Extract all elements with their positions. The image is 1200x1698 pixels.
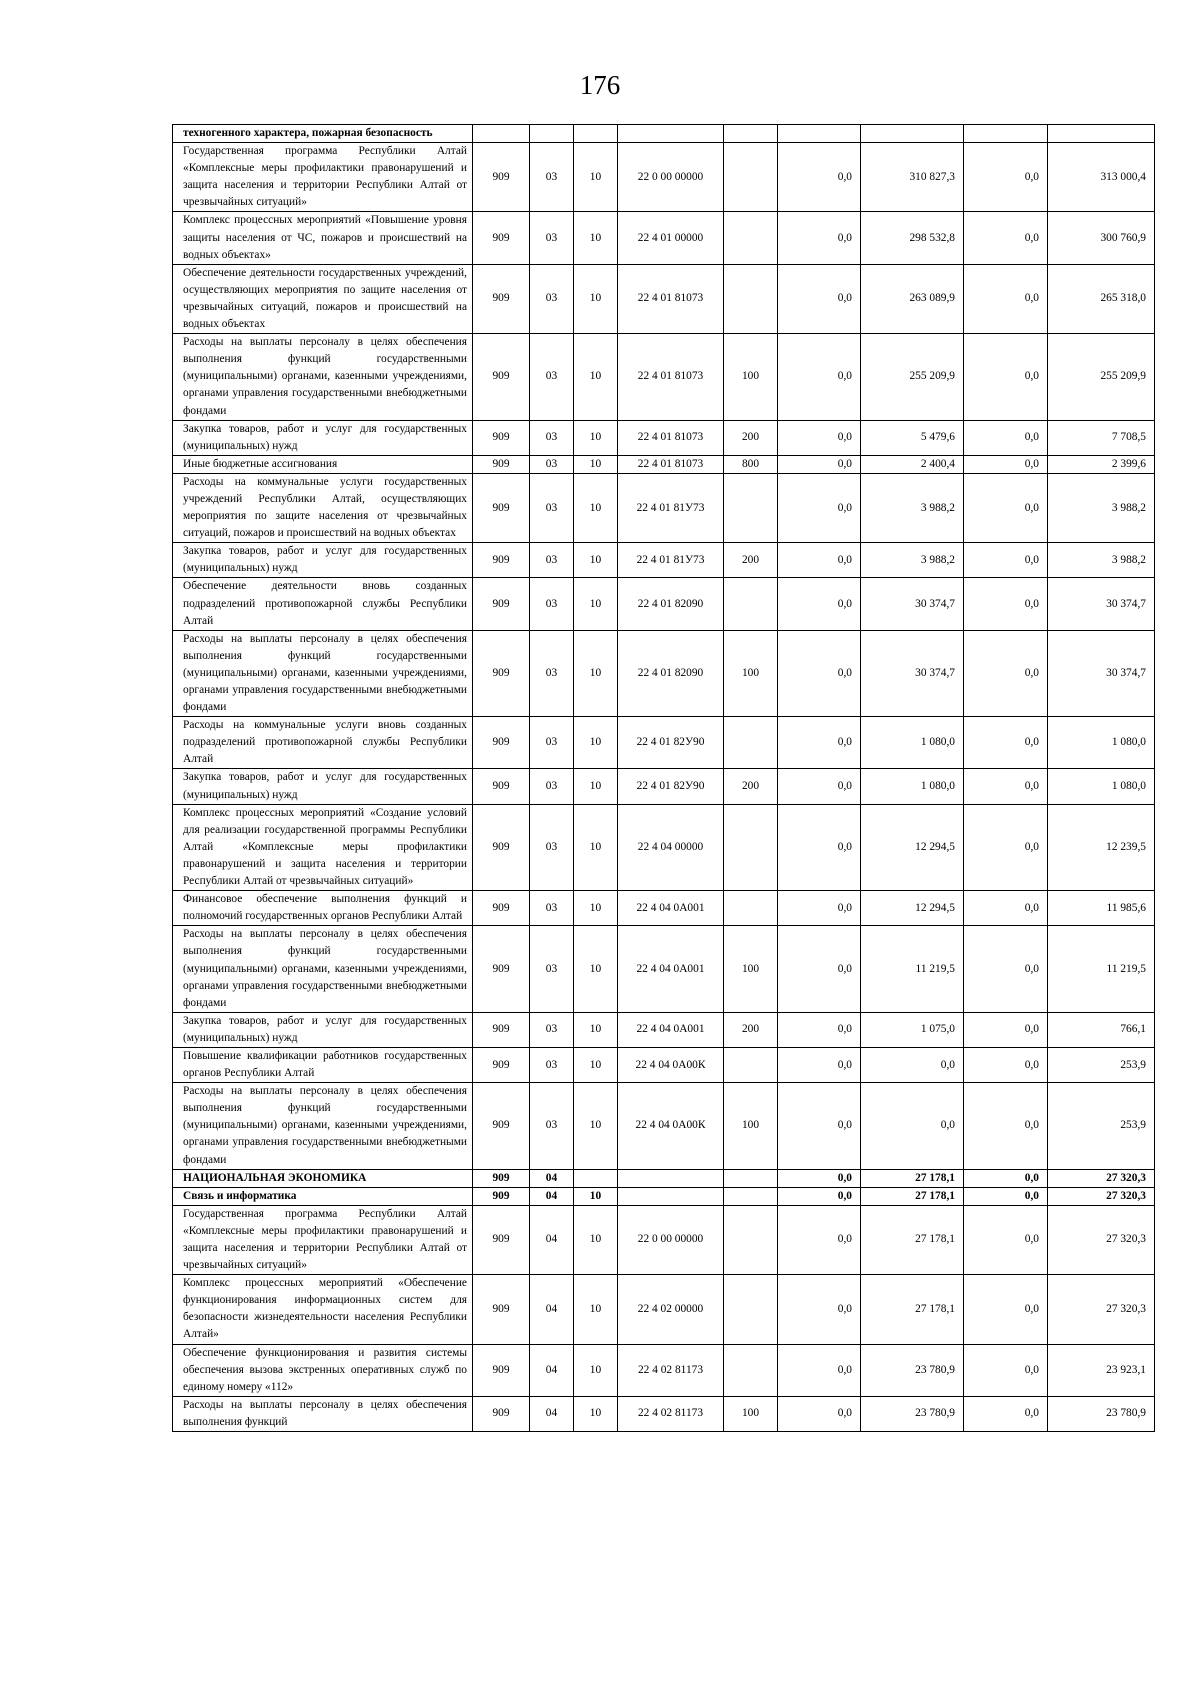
table-body	[173, 125, 1155, 1432]
cell-name: Расходы на выплаты персоналу в целях обеспечения выполнения функций государственными (муниципальными) органами, казенными учреждениями, органами управления государственными внебюджетными фондами	[173, 334, 473, 420]
cell-subsection: 10	[574, 455, 618, 473]
cell-amount-4: 11 985,6	[1048, 891, 1155, 926]
cell-target-article: 22 4 01 82У90	[618, 717, 724, 769]
cell-expense-type	[724, 1187, 778, 1205]
cell-name: Комплекс процессных мероприятий «Повышение уровня защиты населения от ЧС, пожаров и происшествий на водных объектах»	[173, 212, 473, 264]
cell-ved: 909	[473, 543, 530, 578]
cell-expense-type	[724, 1169, 778, 1187]
cell-subsection: 10	[574, 1083, 618, 1169]
cell-amount-3: 0,0	[964, 926, 1048, 1012]
cell-target-article	[618, 1169, 724, 1187]
cell-name: Расходы на выплаты персоналу в целях обеспечения выполнения функций	[173, 1396, 473, 1431]
cell-amount-1: 0,0	[778, 1083, 861, 1169]
cell-amount-1: 0,0	[778, 1187, 861, 1205]
cell-subsection: 10	[574, 1187, 618, 1205]
cell-ved: 909	[473, 1169, 530, 1187]
cell-amount-4: 3 988,2	[1048, 473, 1155, 542]
cell-amount-2: 27 178,1	[861, 1169, 964, 1187]
cell-expense-type	[724, 143, 778, 212]
cell-section: 03	[530, 1083, 574, 1169]
cell-amount-3: 0,0	[964, 1047, 1048, 1082]
cell-expense-type	[724, 125, 778, 143]
cell-target-article: 22 4 04 00000	[618, 804, 724, 890]
cell-amount-3: 0,0	[964, 769, 1048, 804]
cell-expense-type: 100	[724, 926, 778, 1012]
cell-name: Обеспечение деятельности вновь созданных подразделений противопожарной службы Республики Алтай	[173, 578, 473, 630]
table-row	[173, 334, 1155, 420]
table-row	[173, 420, 1155, 455]
cell-target-article: 22 4 01 81073	[618, 420, 724, 455]
cell-expense-type: 100	[724, 630, 778, 716]
cell-name: Расходы на выплаты персоналу в целях обеспечения выполнения функций государственными (муниципальными) органами, казенными учреждениями, органами управления государственными внебюджетными фондами	[173, 926, 473, 1012]
cell-target-article: 22 4 01 00000	[618, 212, 724, 264]
cell-amount-1: 0,0	[778, 1396, 861, 1431]
cell-expense-type: 100	[724, 1396, 778, 1431]
cell-subsection: 10	[574, 420, 618, 455]
table-row	[173, 125, 1155, 143]
table-row	[173, 455, 1155, 473]
cell-ved: 909	[473, 717, 530, 769]
cell-section: 03	[530, 212, 574, 264]
cell-amount-3: 0,0	[964, 212, 1048, 264]
cell-amount-1: 0,0	[778, 630, 861, 716]
cell-amount-1: 0,0	[778, 455, 861, 473]
cell-name: Обеспечение функционирования и развития системы обеспечения вызова экстренных оперативных служб по единому номеру «112»	[173, 1344, 473, 1396]
cell-amount-4: 255 209,9	[1048, 334, 1155, 420]
cell-amount-2: 255 209,9	[861, 334, 964, 420]
cell-target-article: 22 4 01 82090	[618, 630, 724, 716]
table-row	[173, 212, 1155, 264]
cell-name: Иные бюджетные ассигнования	[173, 455, 473, 473]
cell-expense-type	[724, 1047, 778, 1082]
cell-amount-4: 313 000,4	[1048, 143, 1155, 212]
cell-ved: 909	[473, 1012, 530, 1047]
cell-section: 03	[530, 473, 574, 542]
table-row	[173, 264, 1155, 333]
cell-expense-type: 800	[724, 455, 778, 473]
cell-ved: 909	[473, 212, 530, 264]
cell-amount-3: 0,0	[964, 1275, 1048, 1344]
cell-ved: 909	[473, 630, 530, 716]
cell-subsection: 10	[574, 1205, 618, 1274]
cell-target-article: 22 4 01 82У90	[618, 769, 724, 804]
cell-section: 03	[530, 926, 574, 1012]
cell-ved: 909	[473, 455, 530, 473]
table-row	[173, 717, 1155, 769]
cell-target-article: 22 0 00 00000	[618, 1205, 724, 1274]
cell-ved: 909	[473, 769, 530, 804]
table-row	[173, 143, 1155, 212]
cell-amount-3	[964, 125, 1048, 143]
cell-amount-1: 0,0	[778, 804, 861, 890]
cell-amount-1: 0,0	[778, 1012, 861, 1047]
cell-section: 04	[530, 1396, 574, 1431]
cell-section: 03	[530, 804, 574, 890]
cell-section: 03	[530, 578, 574, 630]
cell-expense-type	[724, 891, 778, 926]
cell-amount-3: 0,0	[964, 264, 1048, 333]
cell-section: 03	[530, 1047, 574, 1082]
cell-amount-4: 1 080,0	[1048, 717, 1155, 769]
cell-amount-3: 0,0	[964, 420, 1048, 455]
cell-target-article: 22 4 02 00000	[618, 1275, 724, 1344]
cell-amount-1: 0,0	[778, 334, 861, 420]
cell-amount-2: 11 219,5	[861, 926, 964, 1012]
cell-section: 04	[530, 1205, 574, 1274]
cell-section: 03	[530, 717, 574, 769]
cell-subsection: 10	[574, 1012, 618, 1047]
cell-section: 03	[530, 1012, 574, 1047]
cell-amount-2	[861, 125, 964, 143]
cell-amount-3: 0,0	[964, 717, 1048, 769]
cell-amount-3: 0,0	[964, 334, 1048, 420]
cell-amount-4: 27 320,3	[1048, 1187, 1155, 1205]
cell-name: Связь и информатика	[173, 1187, 473, 1205]
cell-amount-4: 30 374,7	[1048, 578, 1155, 630]
cell-amount-4: 23 923,1	[1048, 1344, 1155, 1396]
cell-amount-3: 0,0	[964, 1169, 1048, 1187]
cell-name: Расходы на коммунальные услуги вновь созданных подразделений противопожарной службы Республики Алтай	[173, 717, 473, 769]
table-row	[173, 578, 1155, 630]
cell-subsection: 10	[574, 926, 618, 1012]
cell-target-article: 22 4 04 0А00К	[618, 1047, 724, 1082]
cell-name: Обеспечение деятельности государственных учреждений, осуществляющих мероприятия по защите населения от чрезвычайных ситуаций, пожаров и происшествий на водных объектах	[173, 264, 473, 333]
cell-amount-2: 5 479,6	[861, 420, 964, 455]
cell-ved: 909	[473, 1083, 530, 1169]
cell-amount-1: 0,0	[778, 1205, 861, 1274]
cell-ved: 909	[473, 1275, 530, 1344]
cell-target-article: 22 4 01 81У73	[618, 543, 724, 578]
cell-amount-1	[778, 125, 861, 143]
cell-amount-2: 1 080,0	[861, 717, 964, 769]
cell-amount-2: 27 178,1	[861, 1187, 964, 1205]
cell-amount-4: 11 219,5	[1048, 926, 1155, 1012]
cell-target-article: 22 4 04 0А001	[618, 1012, 724, 1047]
cell-amount-3: 0,0	[964, 804, 1048, 890]
cell-subsection: 10	[574, 717, 618, 769]
cell-subsection: 10	[574, 334, 618, 420]
cell-expense-type: 200	[724, 769, 778, 804]
cell-ved: 909	[473, 804, 530, 890]
cell-section: 03	[530, 143, 574, 212]
cell-name: Финансовое обеспечение выполнения функций и полномочий государственных органов Республики Алтай	[173, 891, 473, 926]
cell-section: 03	[530, 455, 574, 473]
cell-amount-1: 0,0	[778, 1047, 861, 1082]
cell-target-article: 22 4 01 82090	[618, 578, 724, 630]
cell-amount-1: 0,0	[778, 1275, 861, 1344]
cell-section: 03	[530, 769, 574, 804]
table-row	[173, 1083, 1155, 1169]
cell-subsection: 10	[574, 1396, 618, 1431]
cell-amount-2: 310 827,3	[861, 143, 964, 212]
cell-section: 03	[530, 543, 574, 578]
cell-amount-3: 0,0	[964, 1083, 1048, 1169]
cell-amount-2: 1 080,0	[861, 769, 964, 804]
cell-amount-2: 23 780,9	[861, 1344, 964, 1396]
cell-target-article: 22 4 01 81073	[618, 334, 724, 420]
cell-subsection: 10	[574, 769, 618, 804]
cell-target-article: 22 0 00 00000	[618, 143, 724, 212]
budget-table	[172, 124, 1155, 1432]
cell-ved: 909	[473, 264, 530, 333]
cell-target-article	[618, 1187, 724, 1205]
page-number: 176	[579, 70, 621, 100]
cell-amount-1: 0,0	[778, 212, 861, 264]
cell-amount-2: 30 374,7	[861, 578, 964, 630]
cell-ved	[473, 125, 530, 143]
cell-amount-2: 12 294,5	[861, 804, 964, 890]
cell-name: Комплекс процессных мероприятий «Создание условий для реализации государственной программы Республики Алтай «Комплексные меры профилактики правонарушений и защита населения и территории Республики Алтай от чрезвычайных ситуаций»	[173, 804, 473, 890]
cell-subsection: 10	[574, 473, 618, 542]
cell-amount-2: 1 075,0	[861, 1012, 964, 1047]
cell-expense-type: 200	[724, 1012, 778, 1047]
cell-amount-1: 0,0	[778, 420, 861, 455]
cell-amount-4: 265 318,0	[1048, 264, 1155, 333]
cell-ved: 909	[473, 420, 530, 455]
cell-amount-4: 253,9	[1048, 1083, 1155, 1169]
table-row	[173, 1396, 1155, 1431]
cell-amount-4: 766,1	[1048, 1012, 1155, 1047]
cell-expense-type	[724, 473, 778, 542]
cell-name: Закупка товаров, работ и услуг для государственных (муниципальных) нужд	[173, 769, 473, 804]
cell-amount-1: 0,0	[778, 926, 861, 1012]
cell-ved: 909	[473, 926, 530, 1012]
cell-amount-3: 0,0	[964, 630, 1048, 716]
cell-subsection	[574, 125, 618, 143]
table-row	[173, 1275, 1155, 1344]
cell-amount-2: 23 780,9	[861, 1396, 964, 1431]
cell-ved: 909	[473, 334, 530, 420]
cell-amount-3: 0,0	[964, 473, 1048, 542]
cell-name: Закупка товаров, работ и услуг для государственных (муниципальных) нужд	[173, 1012, 473, 1047]
cell-section: 04	[530, 1275, 574, 1344]
table-row	[173, 769, 1155, 804]
cell-amount-4: 23 780,9	[1048, 1396, 1155, 1431]
cell-expense-type	[724, 717, 778, 769]
cell-target-article: 22 4 04 0А001	[618, 891, 724, 926]
cell-subsection: 10	[574, 543, 618, 578]
cell-amount-4: 27 320,3	[1048, 1169, 1155, 1187]
cell-amount-3: 0,0	[964, 578, 1048, 630]
cell-ved: 909	[473, 1047, 530, 1082]
cell-ved: 909	[473, 1396, 530, 1431]
table-row	[173, 1344, 1155, 1396]
cell-name: Повышение квалификации работников государственных органов Республики Алтай	[173, 1047, 473, 1082]
cell-amount-2: 27 178,1	[861, 1205, 964, 1274]
cell-name: Расходы на выплаты персоналу в целях обеспечения выполнения функций государственными (муниципальными) органами, казенными учреждениями, органами управления государственными внебюджетными фондами	[173, 1083, 473, 1169]
cell-name: Расходы на коммунальные услуги государственных учреждений Республики Алтай, осуществляющих мероприятия по защите населения от чрезвычайных ситуаций, пожаров и происшествий на водных объектах	[173, 473, 473, 542]
cell-amount-2: 2 400,4	[861, 455, 964, 473]
cell-amount-4: 3 988,2	[1048, 543, 1155, 578]
cell-name: Государственная программа Республики Алтай «Комплексные меры профилактики правонарушений и защита населения и территории Республики Алтай от чрезвычайных ситуаций»	[173, 143, 473, 212]
cell-amount-4: 27 320,3	[1048, 1275, 1155, 1344]
cell-ved: 909	[473, 891, 530, 926]
cell-name: Государственная программа Республики Алтай «Комплексные меры профилактики правонарушений и защита населения и территории Республики Алтай от чрезвычайных ситуаций»	[173, 1205, 473, 1274]
cell-section: 03	[530, 420, 574, 455]
cell-target-article	[618, 125, 724, 143]
cell-amount-3: 0,0	[964, 1187, 1048, 1205]
cell-target-article: 22 4 04 0А00К	[618, 1083, 724, 1169]
cell-subsection: 10	[574, 578, 618, 630]
cell-amount-3: 0,0	[964, 1396, 1048, 1431]
cell-amount-1: 0,0	[778, 578, 861, 630]
cell-amount-4: 253,9	[1048, 1047, 1155, 1082]
cell-amount-4: 12 239,5	[1048, 804, 1155, 890]
cell-expense-type	[724, 212, 778, 264]
table-row	[173, 543, 1155, 578]
cell-amount-2: 27 178,1	[861, 1275, 964, 1344]
cell-section: 03	[530, 630, 574, 716]
cell-subsection: 10	[574, 1344, 618, 1396]
cell-amount-4	[1048, 125, 1155, 143]
cell-ved: 909	[473, 1205, 530, 1274]
cell-name: Закупка товаров, работ и услуг для государственных (муниципальных) нужд	[173, 543, 473, 578]
cell-section: 04	[530, 1169, 574, 1187]
cell-amount-2: 263 089,9	[861, 264, 964, 333]
cell-expense-type	[724, 264, 778, 333]
cell-subsection: 10	[574, 630, 618, 716]
cell-amount-2: 12 294,5	[861, 891, 964, 926]
cell-amount-2: 3 988,2	[861, 543, 964, 578]
cell-subsection: 10	[574, 143, 618, 212]
cell-ved: 909	[473, 578, 530, 630]
table-row	[173, 630, 1155, 716]
cell-amount-4: 7 708,5	[1048, 420, 1155, 455]
cell-expense-type	[724, 1205, 778, 1274]
cell-target-article: 22 4 02 81173	[618, 1396, 724, 1431]
cell-amount-3: 0,0	[964, 1205, 1048, 1274]
table-row	[173, 1187, 1155, 1205]
table-row	[173, 804, 1155, 890]
cell-name: Расходы на выплаты персоналу в целях обеспечения выполнения функций государственными (муниципальными) органами, казенными учреждениями, органами управления государственными внебюджетными фондами	[173, 630, 473, 716]
cell-ved: 909	[473, 143, 530, 212]
cell-section: 04	[530, 1187, 574, 1205]
cell-section: 03	[530, 891, 574, 926]
cell-section: 03	[530, 264, 574, 333]
cell-expense-type	[724, 1344, 778, 1396]
cell-amount-3: 0,0	[964, 143, 1048, 212]
table-row	[173, 473, 1155, 542]
cell-amount-3: 0,0	[964, 543, 1048, 578]
cell-ved: 909	[473, 473, 530, 542]
cell-amount-3: 0,0	[964, 455, 1048, 473]
cell-amount-4: 300 760,9	[1048, 212, 1155, 264]
cell-target-article: 22 4 02 81173	[618, 1344, 724, 1396]
cell-name: техногенного характера, пожарная безопасность	[173, 125, 473, 143]
cell-amount-3: 0,0	[964, 891, 1048, 926]
cell-subsection: 10	[574, 1047, 618, 1082]
cell-target-article: 22 4 01 81073	[618, 455, 724, 473]
cell-section: 03	[530, 334, 574, 420]
cell-subsection: 10	[574, 891, 618, 926]
cell-amount-1: 0,0	[778, 717, 861, 769]
cell-ved: 909	[473, 1344, 530, 1396]
cell-target-article: 22 4 01 81У73	[618, 473, 724, 542]
cell-section: 04	[530, 1344, 574, 1396]
cell-expense-type	[724, 578, 778, 630]
cell-amount-1: 0,0	[778, 473, 861, 542]
cell-amount-1: 0,0	[778, 769, 861, 804]
cell-subsection: 10	[574, 264, 618, 333]
cell-amount-2: 0,0	[861, 1047, 964, 1082]
table-row	[173, 1205, 1155, 1274]
cell-amount-3: 0,0	[964, 1344, 1048, 1396]
cell-target-article: 22 4 04 0А001	[618, 926, 724, 1012]
cell-subsection: 10	[574, 804, 618, 890]
table-row	[173, 1047, 1155, 1082]
cell-expense-type	[724, 804, 778, 890]
cell-amount-4: 27 320,3	[1048, 1205, 1155, 1274]
table-row	[173, 1012, 1155, 1047]
cell-amount-4: 30 374,7	[1048, 630, 1155, 716]
table-row	[173, 891, 1155, 926]
cell-amount-2: 0,0	[861, 1083, 964, 1169]
cell-subsection: 10	[574, 212, 618, 264]
table-row	[173, 926, 1155, 1012]
cell-amount-1: 0,0	[778, 543, 861, 578]
cell-expense-type: 100	[724, 1083, 778, 1169]
cell-ved: 909	[473, 1187, 530, 1205]
cell-expense-type: 200	[724, 420, 778, 455]
cell-section	[530, 125, 574, 143]
cell-expense-type: 100	[724, 334, 778, 420]
cell-target-article: 22 4 01 81073	[618, 264, 724, 333]
cell-name: НАЦИОНАЛЬНАЯ ЭКОНОМИКА	[173, 1169, 473, 1187]
cell-expense-type: 200	[724, 543, 778, 578]
cell-amount-2: 3 988,2	[861, 473, 964, 542]
cell-subsection: 10	[574, 1275, 618, 1344]
cell-name: Закупка товаров, работ и услуг для государственных (муниципальных) нужд	[173, 420, 473, 455]
table-row	[173, 1169, 1155, 1187]
cell-amount-4: 2 399,6	[1048, 455, 1155, 473]
cell-amount-4: 1 080,0	[1048, 769, 1155, 804]
cell-amount-1: 0,0	[778, 1169, 861, 1187]
cell-amount-1: 0,0	[778, 143, 861, 212]
cell-expense-type	[724, 1275, 778, 1344]
cell-amount-2: 298 532,8	[861, 212, 964, 264]
cell-amount-1: 0,0	[778, 891, 861, 926]
cell-amount-1: 0,0	[778, 264, 861, 333]
cell-amount-1: 0,0	[778, 1344, 861, 1396]
cell-amount-3: 0,0	[964, 1012, 1048, 1047]
cell-subsection	[574, 1169, 618, 1187]
cell-amount-2: 30 374,7	[861, 630, 964, 716]
cell-name: Комплекс процессных мероприятий «Обеспечение функционирования информационных систем для безопасности жизнедеятельности населения Республики Алтай»	[173, 1275, 473, 1344]
